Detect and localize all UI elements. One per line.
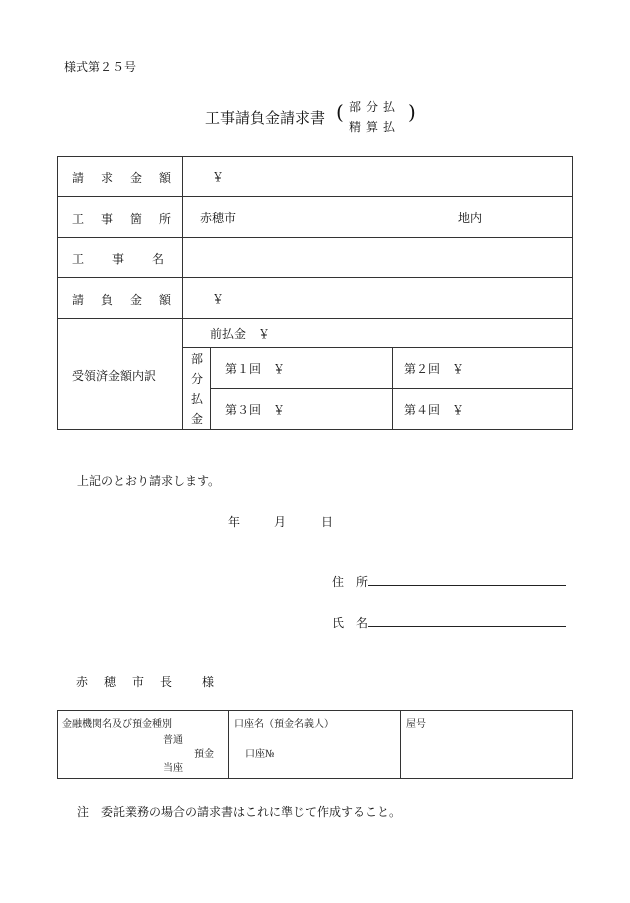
page-title: 工事請負金請求書: [205, 109, 326, 127]
label-work-name: 工事名: [72, 252, 193, 266]
table-border-left: [57, 156, 58, 430]
row-divider: [57, 277, 573, 278]
title-option-final: 精算払: [349, 120, 401, 134]
bank-column-divider: [400, 710, 401, 779]
title-paren-open: (: [336, 100, 344, 124]
installment-4: 第４回 ￥: [404, 403, 465, 417]
bank-border-right: [572, 710, 573, 779]
date-year-label: 年: [228, 515, 241, 529]
claim-amount-value: ￥: [212, 170, 225, 184]
partial-label-char: 分: [191, 372, 204, 386]
installment-2: 第２回 ￥: [404, 362, 465, 376]
trade-name-header: 屋号: [406, 719, 426, 730]
advance-payment: 前払金 ￥: [210, 327, 271, 341]
label-work-location: 工事箇所: [72, 212, 189, 226]
partial-label-char: 金: [191, 412, 204, 426]
table-border-bottom: [57, 429, 573, 430]
date-day-label: 日: [321, 515, 334, 529]
deposit-type-checking: 当座: [163, 763, 183, 774]
claim-statement: 上記のとおり請求します。: [77, 474, 221, 488]
label-claim-amount: 請求金額: [72, 171, 189, 185]
address-line: [368, 585, 566, 586]
bank-name-header: 金融機関名及び預金種別: [62, 719, 172, 730]
row-divider: [57, 237, 573, 238]
work-location-city: 赤穂市: [200, 211, 237, 225]
bank-border-top: [57, 710, 573, 711]
installment-1: 第１回 ￥: [225, 362, 286, 376]
deposit-label: 預金: [194, 749, 214, 760]
bank-border-left: [57, 710, 58, 779]
row-divider: [57, 196, 573, 197]
footnote: 注 委託業務の場合の請求書はこれに準じて作成すること。: [77, 805, 402, 819]
work-location-suffix: 地内: [458, 211, 483, 225]
deposit-type-ordinary: 普通: [163, 735, 183, 746]
name-line: [368, 626, 566, 627]
title-option-partial: 部分払: [349, 100, 401, 114]
contract-amount-value: ￥: [212, 292, 225, 306]
breakdown-column-divider: [392, 347, 393, 430]
address-label: 住 所: [332, 575, 369, 589]
name-label: 氏 名: [332, 616, 369, 630]
partial-label-char: 部: [191, 352, 204, 366]
breakdown-divider: [182, 347, 573, 348]
title-paren-close: ): [408, 100, 416, 124]
addressee: 赤 穂 市 長 様: [76, 675, 217, 689]
account-name-header: 口座名（預金名義人）: [234, 719, 334, 730]
date-month-label: 月: [274, 515, 287, 529]
table-border-top: [57, 156, 573, 157]
label-received-breakdown: 受領済金額内訳: [72, 369, 157, 383]
partial-label-char: 払: [191, 392, 204, 406]
form-number: 様式第２５号: [64, 60, 137, 74]
installment-3: 第３回 ￥: [225, 403, 286, 417]
bank-border-bottom: [57, 778, 573, 779]
label-contract-amount: 請負金額: [72, 293, 189, 307]
bank-column-divider: [228, 710, 229, 779]
account-number-label: 口座№: [245, 749, 275, 760]
row-divider: [57, 318, 573, 319]
